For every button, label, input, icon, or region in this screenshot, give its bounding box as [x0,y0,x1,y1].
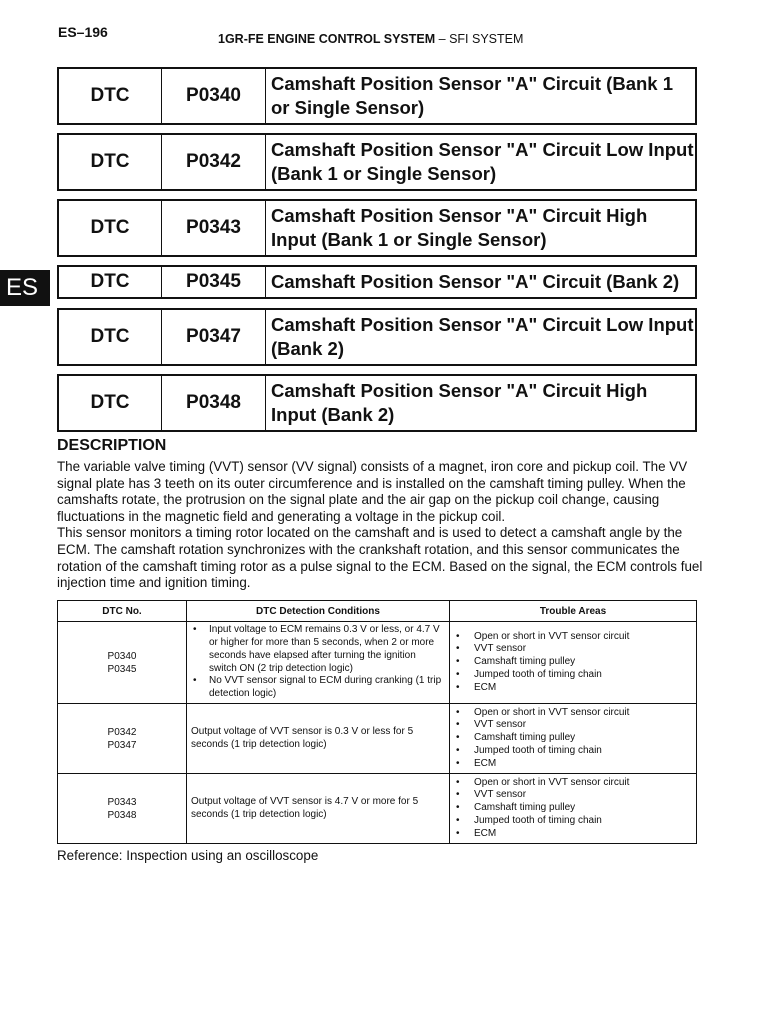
condition-item: • Input voltage to ECM remains 0.3 V or less, or 4.7 V or higher for more than 5 seconds, when 2 or more seconds have elapsed after turning the ignition switch ON (2 trip detection logic) [191,624,445,675]
trouble-area-item: • Open or short in VVT sensor circuit [454,631,692,644]
column-header: Trouble Areas [450,601,697,622]
dtc-codes-cell [58,622,187,704]
table-row [58,774,697,844]
section-tab: ES [0,270,50,306]
dtc-title: Camshaft Position Sensor "A" Circuit (Bank 1 or Single Sensor) [271,73,674,118]
dtc-header-box [57,67,697,125]
trouble-area-item: • Camshaft timing pulley [454,802,692,815]
header-system: 1GR-FE ENGINE CONTROL SYSTEM [218,32,436,46]
detection-condition-cell [187,622,450,704]
dtc-code: P0348 [107,809,137,821]
table-header-row [58,601,697,622]
trouble-area-item: • Open or short in VVT sensor circuit [454,707,692,720]
dtc-codes-cell [58,774,187,844]
dtc-table [57,600,697,844]
dtc-header-box [57,199,697,257]
dtc-code: P0343 [162,201,266,255]
dtc-title: Camshaft Position Sensor "A" Circuit High Input (Bank 2) [271,380,648,425]
trouble-area-item: • ECM [454,682,692,695]
column-header: DTC Detection Conditions [187,601,450,622]
running-header [218,32,523,46]
dtc-header-box [57,374,697,432]
dtc-title: Camshaft Position Sensor "A" Circuit Low Input (Bank 1 or Single Sensor) [271,139,694,184]
dtc-title: Camshaft Position Sensor "A" Circuit (Bank 2) [271,271,680,292]
trouble-areas-cell [450,704,697,774]
dtc-label: DTC [59,267,162,297]
dtc-codes-cell [58,704,187,774]
dtc-label: DTC [59,69,162,123]
dtc-code: P0348 [162,376,266,430]
detection-condition-cell: Output voltage of VVT sensor is 0.3 V or less for 5 seconds (1 trip detection logic) [187,704,450,774]
dtc-label: DTC [59,310,162,364]
trouble-area-item: • Jumped tooth of timing chain [454,745,692,758]
dtc-code: P0343 [107,796,137,808]
reference-note: Reference: Inspection using an oscilloscope [57,848,319,863]
trouble-area-item: • ECM [454,758,692,771]
dtc-header-box [57,133,697,191]
trouble-area-item: • VVT sensor [454,643,692,656]
trouble-area-item: • Jumped tooth of timing chain [454,669,692,682]
description-paragraph: This sensor monitors a timing rotor located on the camshaft and is used to detect a camshaft angle by the ECM. The camshaft rotation synchronizes with the crankshaft rotation, and this sensor communicates the rotation of the camshaft timing rotor as a pulse signal to the ECM. Based on the signal, the ECM controls fuel injection time and ignition timing. [57,525,703,591]
description-text [57,459,707,592]
header-subsystem: SFI SYSTEM [449,32,524,46]
header-separator: – [438,32,446,46]
dtc-code: P0345 [107,663,137,675]
detection-condition-cell: Output voltage of VVT sensor is 4.7 V or more for 5 seconds (1 trip detection logic) [187,774,450,844]
table-row [58,704,697,774]
trouble-area-item: • Camshaft timing pulley [454,732,692,745]
description-paragraph: The variable valve timing (VVT) sensor (VV signal) consists of a magnet, iron core and pickup coil. The VV signal plate has 3 teeth on its outer circumference and is installed on the camshaft timing pulley. When the camshafts rotate, the protrusion on the signal plate and the air gap on the pickup coil change, causing fluctuations in the magnetic field and generating a voltage in the pickup coil. [57,459,688,524]
trouble-area-item: • Camshaft timing pulley [454,656,692,669]
trouble-area-item: • VVT sensor [454,789,692,802]
trouble-areas-cell [450,774,697,844]
trouble-areas-cell [450,622,697,704]
condition-item: • No VVT sensor signal to ECM during cranking (1 trip detection logic) [191,675,445,701]
trouble-area-item: • Open or short in VVT sensor circuit [454,777,692,790]
dtc-code: P0342 [162,135,266,189]
dtc-title: Camshaft Position Sensor "A" Circuit Low Input (Bank 2) [271,314,694,359]
section-title: DESCRIPTION [57,437,167,454]
table-row [58,622,697,704]
dtc-code: P0340 [107,650,137,662]
trouble-area-item: • ECM [454,828,692,841]
page-number: ES–196 [58,24,108,40]
trouble-area-item: • Jumped tooth of timing chain [454,815,692,828]
dtc-title: Camshaft Position Sensor "A" Circuit High Input (Bank 1 or Single Sensor) [271,205,648,250]
dtc-header-box [57,308,697,366]
dtc-label: DTC [59,376,162,430]
dtc-code: P0345 [162,267,266,297]
dtc-label: DTC [59,135,162,189]
dtc-code: P0342 [107,726,137,738]
trouble-area-item: • VVT sensor [454,719,692,732]
column-header: DTC No. [58,601,187,622]
dtc-code: P0347 [162,310,266,364]
dtc-code: P0340 [162,69,266,123]
dtc-code: P0347 [107,739,137,751]
dtc-header-box [57,265,697,299]
dtc-label: DTC [59,201,162,255]
